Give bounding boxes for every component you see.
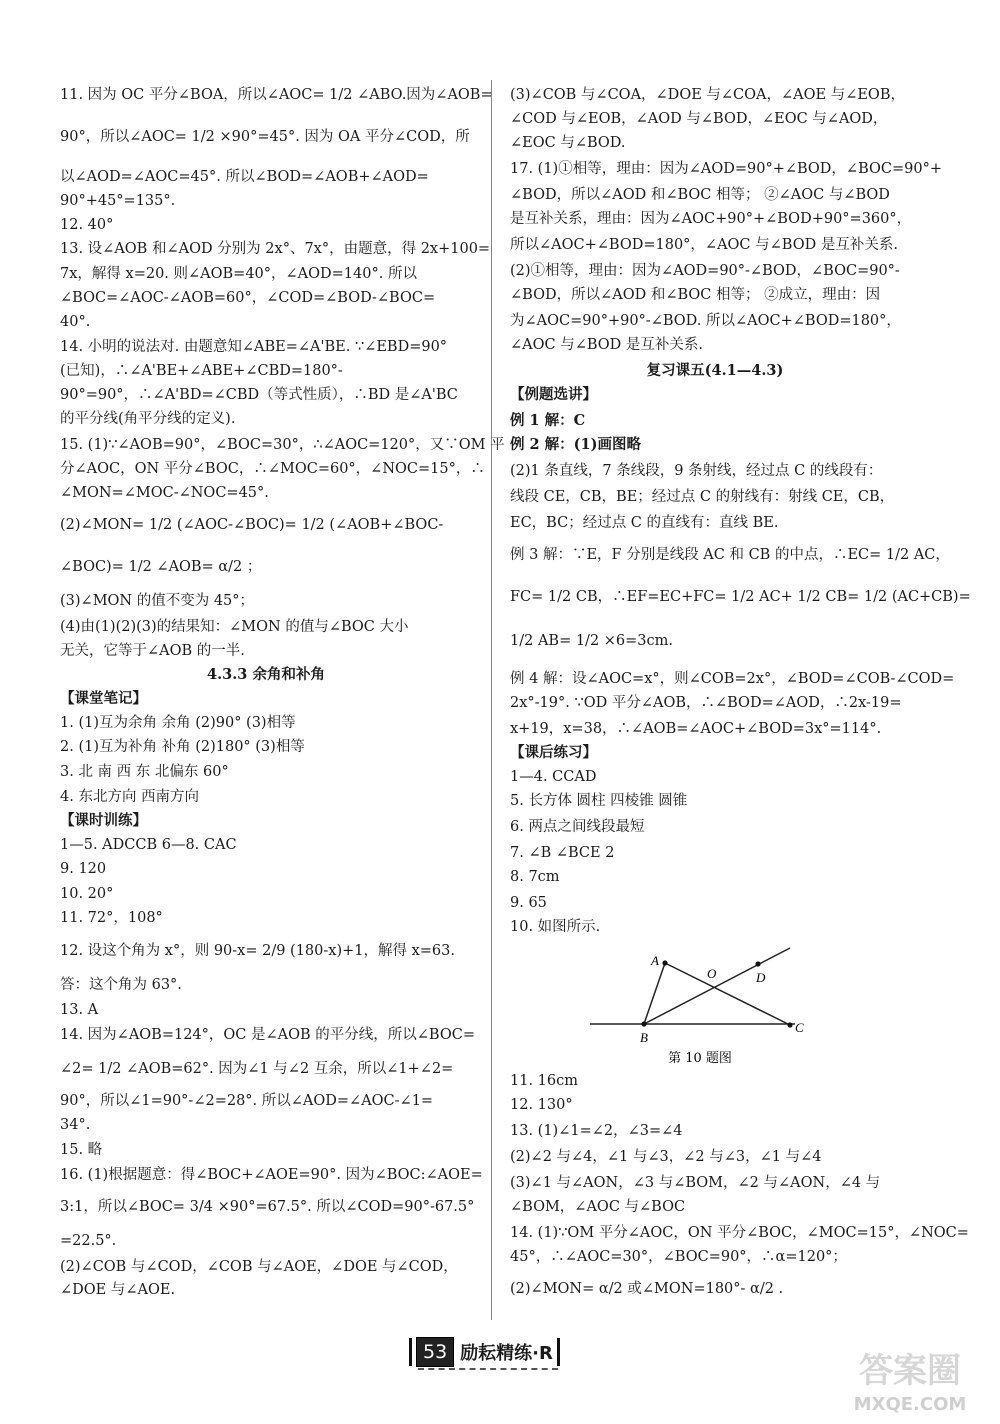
text-line: (2)①相等，理由：因为∠AOD=90°-∠BOD，∠BOC=90°- (510, 263, 900, 279)
page-footer (405, 1336, 564, 1368)
text-line: 10. 如图所示. (510, 919, 601, 935)
text-line: 13. (1)∠1=∠2，∠3=∠4 (510, 1123, 683, 1139)
text-line: 7. ∠B ∠BCE 2 (510, 845, 615, 861)
ray-b-d (644, 948, 790, 1024)
label-o: O (707, 966, 717, 981)
text-line: 13. 设∠AOB 和∠AOD 分别为 2x°、7x°，由题意，得 2x+100= (60, 241, 491, 257)
watermark-url: MXQE.COM (853, 1394, 967, 1415)
text-line: 14. 因为∠AOB=124°，OC 是∠AOB 的平分线，所以∠BOC= (60, 1027, 475, 1043)
text-line: 12. 130° (510, 1097, 573, 1113)
text-line: (3)∠MON 的值不变为 45°； (60, 593, 255, 609)
section-label: 【课堂笔记】 (60, 690, 147, 707)
text-line: 10. 20° (60, 886, 114, 902)
text-line: ∠DOE 与∠AOE. (60, 1282, 176, 1298)
watermark (830, 1340, 990, 1420)
text-line: 5. 长方体 圆柱 四棱锥 圆锥 (510, 793, 688, 809)
text-line: 1—4. CCAD (510, 769, 597, 785)
text-line: ∠EOC 与∠BOD. (510, 135, 626, 151)
text-line: 11. 因为 OC 平分∠BOA，所以∠AOC= 1/2 ∠ABO.因为∠AOB= (60, 87, 493, 103)
brand-name: 励耘精练·R (460, 1343, 553, 1364)
text-line: 例 2 解：(1)画图略 (510, 436, 641, 453)
figure-caption: 第 10 题图 (668, 1051, 732, 1066)
text-line: 线段 CE，CB，BE；经过点 C 的射线有：射线 CE，CB， (510, 489, 895, 505)
text-line: EC，BC；经过点 C 的直线有：直线 BE. (510, 515, 779, 531)
text-line: 16. (1)根据题意：得∠BOC+∠AOE=90°. 因为∠BOC:∠AOE= (60, 1167, 483, 1183)
text-line: 14. 小明的说法对. 由题意知∠ABE=∠A'BE. ∵∠EBD=90° (60, 339, 448, 355)
text-line: ∠AOC 与∠BOD 是互补关系. (510, 337, 704, 353)
text-line: 分∠AOC，ON 平分∠BOC，∴∠MOC=60°，∠NOC=15°，∴ (60, 461, 485, 477)
figure-10-diagram (580, 940, 820, 1075)
text-line: 是互补关系，理由：因为∠AOC+90°+∠BOD+90°=360°， (510, 211, 912, 227)
text-line: 40°. (60, 314, 91, 330)
text-line: (2)1 条直线，7 条线段，9 条射线，经过点 C 的线段有： (510, 463, 883, 479)
label-b: B (640, 1030, 648, 1045)
text-line: 7x，解得 x=20. 则∠AOB=40°，∠AOD=140°. 所以 (60, 266, 417, 282)
text-line: 例 3 解：∵E，F 分别是线段 AC 和 CB 的中点，∴EC= 1/2 AC， (510, 547, 950, 563)
text-line: 3. 北 南 西 东 北偏东 60° (60, 764, 229, 780)
text-line: 的平分线(角平分线的定义). (60, 411, 236, 427)
section-heading: 复习课五(4.1—4.3) (646, 362, 784, 379)
text-line: 8. 7cm (510, 869, 560, 885)
text-line: (2)∠MON= α/2 或∠MON=180°- α/2 . (510, 1281, 784, 1297)
text-line: ∠MON=∠MOC-∠NOC=45°. (60, 485, 269, 501)
text-line: ∠BOM，∠AOC 与∠BOC (510, 1199, 686, 1215)
text-line: 15. 略 (60, 1142, 103, 1158)
footer-dashed-line (418, 1368, 558, 1370)
text-line: (4)由(1)(2)(3)的结果知：∠MON 的值与∠BOC 大小 (60, 619, 409, 635)
text-line: ∠BOC)= 1/2 ∠AOB= α/2 ； (60, 559, 262, 575)
text-line: 3:1，所以∠BOC= 3/4 ×90°=67.5°. 所以∠COD=90°-67.5° (60, 1199, 475, 1215)
text-line: 90°+45°=135°. (60, 193, 176, 209)
text-line: ∠COD 与∠EOB，∠AOD 与∠BOD，∠EOC 与∠AOD， (510, 111, 888, 127)
text-line: 9. 120 (60, 861, 107, 877)
text-line: 17. (1)①相等，理由：因为∠AOD=90°+∠BOD，∠BOC=90°+ (510, 161, 942, 177)
segment-ac (665, 963, 790, 1025)
point-a (662, 960, 667, 965)
text-line: 90°=90°，∴∠A'BD=∠CBD（等式性质），∴BD 是∠A'BC (60, 387, 458, 403)
text-line: 13. A (60, 1002, 99, 1018)
point-b (641, 1021, 646, 1026)
text-line: 34°. (60, 1117, 91, 1133)
text-line: (2)∠2 与∠4，∠1 与∠3，∠2 与∠3，∠1 与∠4 (510, 1149, 822, 1165)
text-line: 例 1 解：C (510, 412, 586, 429)
text-line: (3)∠COB 与∠COA，∠DOE 与∠COA，∠AOE 与∠EOB， (510, 87, 905, 103)
text-line: 6. 两点之间线段最短 (510, 819, 645, 835)
section-label: 【例题选讲】 (510, 386, 597, 403)
text-line: 例 4 解：设∠AOC=x°，则∠COB=2x°，∠BOD=∠COB-∠COD= (510, 671, 955, 687)
section-label: 【课时训练】 (60, 812, 147, 829)
text-line: (3)∠1 与∠AON，∠3 与∠BOM，∠2 与∠AON，∠4 与 (510, 1175, 881, 1191)
watermark-title: 答案圈 (859, 1351, 961, 1391)
column-divider (491, 80, 492, 1320)
text-line: 90°，所以∠AOC= 1/2 ×90°=45°. 因为 OA 平分∠COD，所 (60, 129, 470, 145)
text-line: x+19，x=38，∴∠AOB=∠AOC+∠BOD=3x°=114°. (510, 721, 882, 737)
text-line: =22.5°. (60, 1233, 117, 1249)
text-line: 90°，所以∠1=90°-∠2=28°. 所以∠AOD=∠AOC-∠1= (60, 1093, 434, 1109)
label-c: C (795, 1020, 804, 1035)
text-line: 11. 72°，108° (60, 910, 163, 926)
point-d (755, 961, 760, 966)
text-line: 答：这个角为 63°. (60, 977, 182, 993)
text-line: 11. 16cm (510, 1073, 578, 1089)
text-line: (2)∠MON= 1/2 (∠AOC-∠BOC)= 1/2 (∠AOB+∠BOC- (60, 517, 444, 533)
text-line: ∠2= 1/2 ∠AOB=62°. 因为∠1 与∠2 互余，所以∠1+∠2= (60, 1061, 454, 1077)
text-line: 2. (1)互为补角 补角 (2)180° (3)相等 (60, 739, 305, 755)
text-line: ∠BOC=∠AOC-∠AOB=60°，∠COD=∠BOD-∠BOC= (60, 290, 436, 306)
text-line: 1/2 AB= 1/2 ×6=3cm. (510, 633, 674, 649)
section-label: 【课后练习】 (510, 744, 597, 761)
text-line: FC= 1/2 CB，∴EF=EC+FC= 1/2 AC+ 1/2 CB= 1/2 (AC+CB)= (510, 589, 971, 605)
text-line: 14. (1)∵OM 平分∠AOC，ON 平分∠BOC，∠MOC=15°，∠NOC= (510, 1225, 969, 1241)
text-line: 所以∠AOC+∠BOD=180°，∠AOC 与∠BOD 是互补关系. (510, 237, 898, 253)
text-line: 9. 65 (510, 895, 547, 911)
text-line: ∠BOD，所以∠AOD 和∠BOC 相等； ②∠AOC 与∠BOD (510, 187, 890, 203)
text-line: 为∠AOC=90°+90°-∠BOD. 所以∠AOC+∠BOD=180°， (510, 313, 901, 329)
text-line: 1—5. ADCCB 6—8. CAC (60, 837, 237, 853)
text-line: 15. (1)∵∠AOB=90°，∠BOC=30°，∴∠AOC=120°，又∵OM 平 (60, 437, 505, 453)
point-c (787, 1022, 792, 1027)
label-a: A (651, 953, 659, 968)
section-heading: 4.3.3 余角和补角 (207, 666, 325, 683)
label-d: D (756, 970, 766, 985)
text-line: 2x°-19°. ∵OD 平分∠AOB，∴∠BOD=∠AOD，∴2x-19= (510, 695, 902, 711)
text-line: 无关，它等于∠AOB 的一半. (60, 643, 245, 659)
text-line: (2)∠COB 与∠COD，∠COB 与∠AOE，∠DOE 与∠COD， (60, 1259, 458, 1275)
text-line: 45°，∴∠AOC=30°，∠BOC=90°，∴α=120°； (510, 1249, 847, 1265)
text-line: 1. (1)互为余角 余角 (2)90° (3)相等 (60, 715, 296, 731)
text-line: 4. 东北方向 西南方向 (60, 789, 200, 805)
text-line: (已知)，∴∠A'BE+∠ABE+∠CBD=180°- (60, 363, 343, 379)
text-line: ∠BOD，所以∠AOD 和∠BOC 相等； ②成立，理由：因 (510, 287, 881, 303)
page-number: 53 (416, 1337, 454, 1367)
text-line: 12. 设这个角为 x°，则 90-x= 2/9 (180-x)+1，解得 x=63. (60, 943, 455, 959)
text-line: 以∠AOD=∠AOC=45°. 所以∠BOD=∠AOB+∠AOD= (60, 169, 429, 185)
footer-bar-left (409, 1338, 412, 1366)
text-line: 12. 40° (60, 217, 114, 233)
footer-bar-right (557, 1338, 560, 1366)
